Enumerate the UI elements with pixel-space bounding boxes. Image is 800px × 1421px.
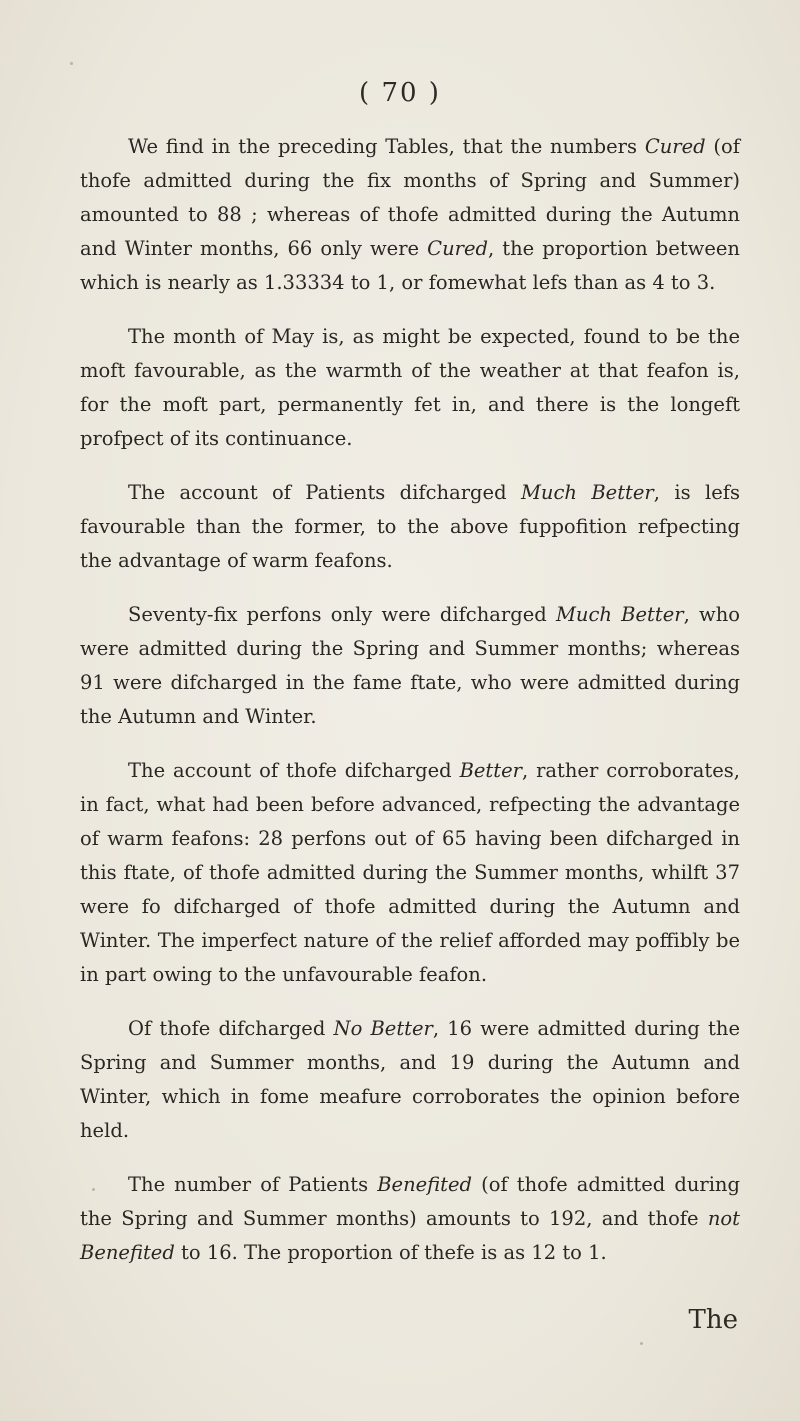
paragraph-4-text: , who were admitted during the Spring and Summer months; whereas 91 were difcharged in the fame ftate, who were admitted during the Autumn and Winter.	[80, 603, 741, 728]
paragraph-5-italic-better: Better	[459, 759, 522, 782]
catchword: The	[688, 1305, 738, 1335]
paragraph-1-text: (of thofe admitted during the fix months of Spring and Summer) amounted to 88 ; whereas of thofe admitted during the Autumn and Winter months, 66 only were	[80, 135, 740, 260]
body-text	[80, 130, 740, 1270]
paragraph-4-text: Seventy-fix perfons only were difcharged	[128, 603, 556, 626]
paragraph-1-text: We find in the preceding Tables, that the numbers	[128, 135, 645, 158]
paragraph-7-text: (of thofe admitted during the Spring and Summer months) amounts to 192, and thofe	[80, 1173, 740, 1230]
paragraph-5-text: , rather corroborates, in fact, what had been before advanced, refpecting the advantage of warm feafons: 28 perfons out of 65 having been difcharged in this ftate, of thofe admitted during the Summer months, whilft 37 were fo difcharged of thofe admitted during the Autumn and Winter. The imperfect nature of the relief afforded may poffibly be in part owing to the unfavourable feafon.	[80, 759, 740, 986]
paragraph-6-text: Of thofe difcharged	[128, 1017, 334, 1040]
paragraph-6-text: , 16 were admitted during the Spring and Summer months, and 19 during the Autumn and Winter, which in fome meafure corroborates the opinion before held.	[80, 1017, 740, 1142]
page-number: ( 70 )	[359, 78, 441, 108]
paragraph-7	[80, 1168, 740, 1270]
paragraph-1	[80, 130, 740, 300]
paragraph-3-text: The account of Patients difcharged	[128, 481, 521, 504]
paper-speck	[640, 1342, 643, 1345]
paragraph-1-text: , the proportion between which is nearly as 1.33334 to 1, or fomewhat lefs than as 4 to 3.	[80, 237, 740, 294]
paragraph-3-text: , is lefs favourable than the former, to the above fuppofition refpecting the advantage of warm feafons.	[80, 481, 740, 572]
paper-speck	[70, 62, 73, 65]
paragraph-6-italic-no-better: No Better	[333, 1017, 433, 1040]
paragraph-6	[80, 1012, 740, 1148]
paragraph-7-italic-not-benefited: not Benefited	[80, 1207, 740, 1264]
paragraph-7-italic-benefited: Benefited	[377, 1173, 473, 1196]
paragraph-2	[80, 320, 740, 456]
paragraph-5	[80, 754, 740, 992]
paragraph-4-italic-much-better: Much Better	[555, 603, 684, 626]
paragraph-4	[80, 598, 740, 734]
paragraph-7-text: to 16. The proportion of thefe is as 12 to 1.	[174, 1241, 607, 1264]
paragraph-1-italic-cured: Cured	[644, 135, 706, 158]
paragraph-2-text: The month of May is, as might be expected, found to be the moft favourable, as the warmth of the weather at that feafon is, for the moft part, permanently fet in, and there is the longeft profpect of its continuance.	[80, 325, 740, 450]
paragraph-3-italic-much-better: Much Better	[520, 481, 654, 504]
paragraph-5-text: The account of thofe difcharged	[128, 759, 460, 782]
paragraph-3	[80, 476, 740, 578]
paragraph-7-text: The number of Patients	[128, 1173, 378, 1196]
paragraph-1-italic-cured: Cured	[427, 237, 488, 260]
paper-speck	[92, 1188, 95, 1191]
